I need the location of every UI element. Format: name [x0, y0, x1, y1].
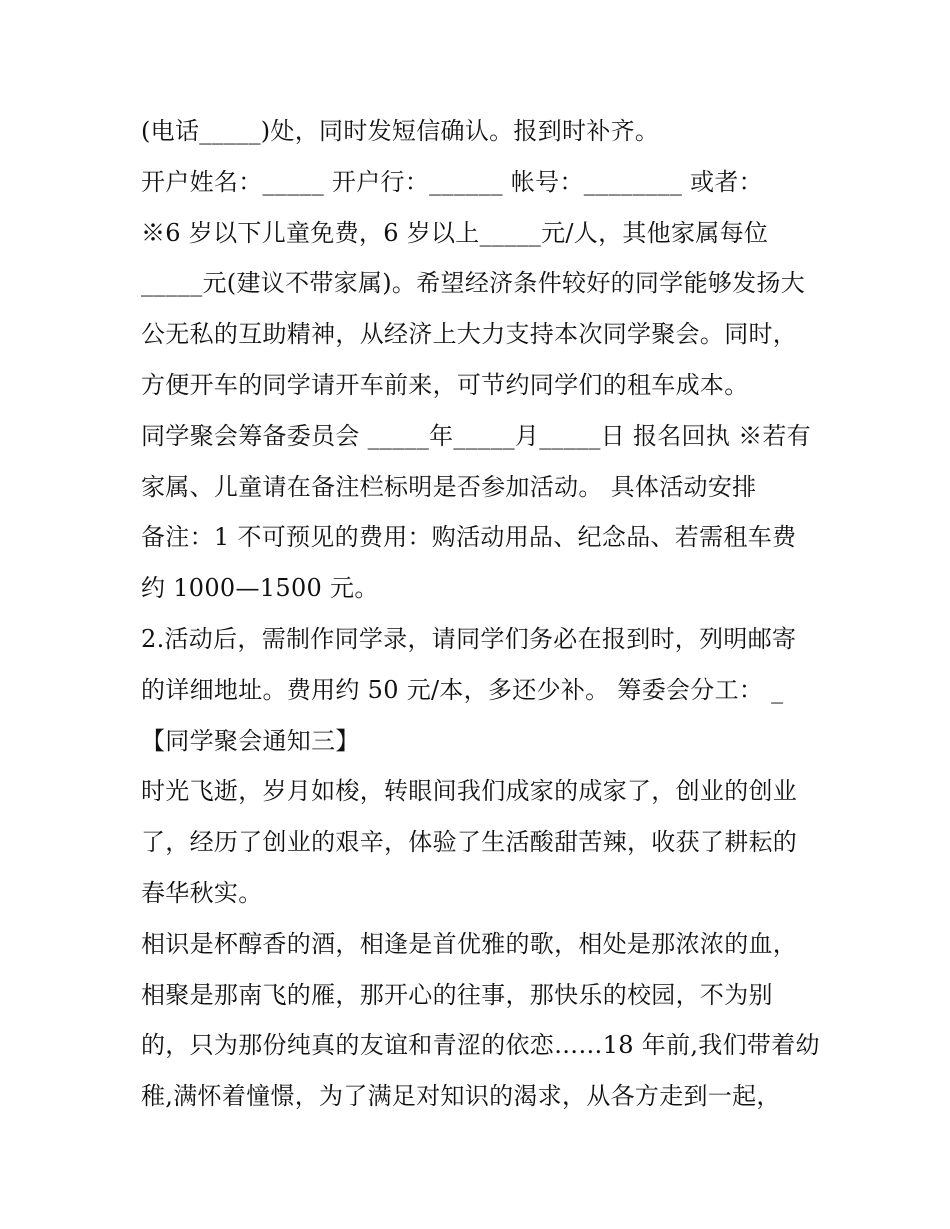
text-line: 稚,满怀着憧憬，为了满足对知识的渴求，从各方走到一起， — [141, 1082, 781, 1111]
section-heading: 【同学聚会通知三】 — [141, 726, 360, 755]
text-line: 方便开车的同学请开车前来，可节约同学们的租车成本。 — [141, 370, 749, 399]
text-line: 的，只为那份纯真的友谊和青涩的依恋……18 年前,我们带着幼 — [141, 1031, 820, 1060]
text-line: 约 1000—1500 元。 — [141, 574, 379, 603]
text-line: 春华秋实。 — [141, 878, 263, 907]
text-line: 开户姓名：_____ 开户行：______ 帐号：________ 或者： — [141, 167, 763, 196]
text-line: 备注：1 不可预见的费用：购活动用品、纪念品、若需租车费 — [141, 523, 797, 552]
text-line: 2.活动后，需制作同学录，请同学们务必在报到时，列明邮寄 — [141, 624, 797, 653]
text-line: 公无私的互助精神，从经济上大力支持本次同学聚会。同时， — [141, 320, 798, 349]
text-line: 相聚是那南飞的雁，那开心的往事，那快乐的校园，不为别 — [141, 980, 773, 1009]
text-line: 家属、儿童请在备注栏标明是否参加活动。 具体活动安排 — [141, 472, 757, 501]
text-line: _____元(建议不带家属)。希望经济条件较好的同学能够发扬大 — [141, 269, 806, 298]
text-line: (电话_____)处，同时发短信确认。报到时补齐。 — [141, 117, 660, 145]
text-line: ※6 岁以下儿童免费，6 岁以上_____元/人，其他家属每位 — [141, 218, 769, 247]
text-line: 同学聚会筹备委员会 _____年_____月_____日 报名回执 ※若有 — [141, 421, 811, 450]
text-line: 时光飞逝，岁月如梭，转眼间我们成家的成家了，创业的创业 — [141, 777, 798, 806]
text-line: 相识是杯醇香的酒，相逢是首优雅的歌，相处是那浓浓的血， — [141, 929, 798, 958]
text-line: 了，经历了创业的艰辛，体验了生活酸甜苦辣，收获了耕耘的 — [141, 828, 798, 857]
document-body — [141, 106, 821, 1122]
text-line: 的详细地址。费用约 50 元/本，多还少补。 筹委会分工： _ — [141, 675, 784, 704]
